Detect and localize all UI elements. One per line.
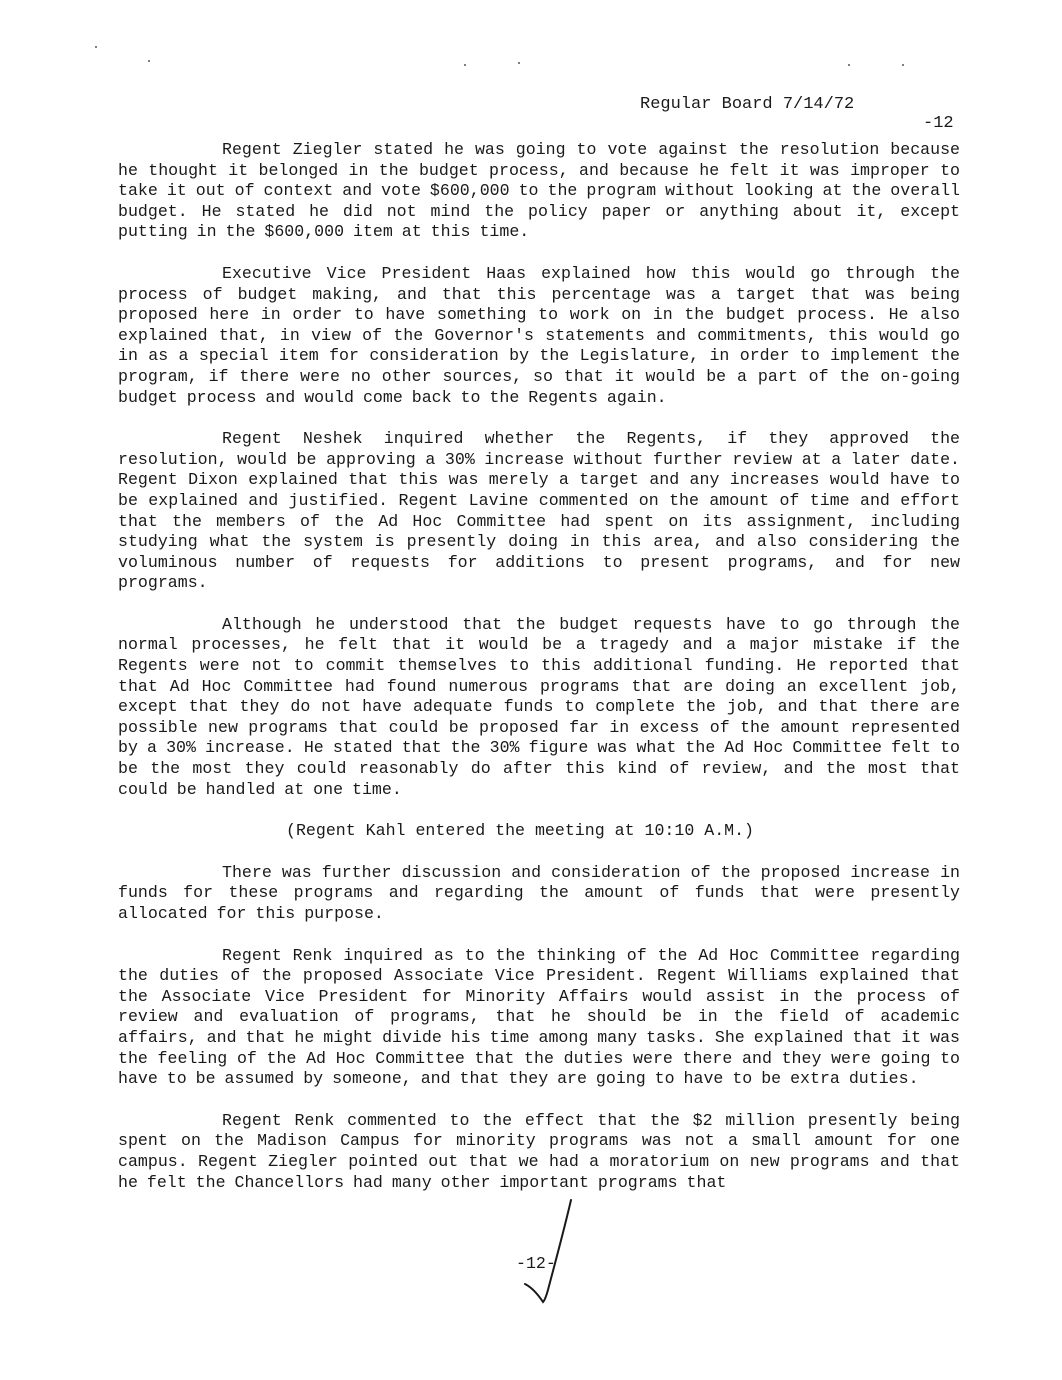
scan-speck — [95, 46, 97, 48]
meeting-note: (Regent Kahl entered the meeting at 10:10 A.M.) — [286, 821, 755, 841]
paragraph: Regent Ziegler stated he was going to vote against the resolution because he thought it belonged in the budget process, and because he felt it was improper to take it out of context and vote $600,000 to the program without looking at the overall budget. He stated he did not mind the policy paper or anything about it, except putting in the $600,000 item at this time. — [118, 140, 960, 242]
footer-page-label: -12- — [516, 1254, 556, 1273]
scan-speck — [848, 64, 850, 66]
header-board-date: Regular Board 7/14/72 — [640, 95, 855, 114]
paragraph: There was further discussion and consideration of the proposed increase in funds for these programs and regarding the amount of funds that were presently allocated for this purpose. — [118, 862, 960, 923]
paragraph: Regent Neshek inquired whether the Regents, if they approved the resolution, would be approving a 30% increase without further review at a later date. Regent Dixon explained that this was merely a target and any increases would have to be explained and justified. Regent Lavine commented on the amount of time and effort that the members of the Ad Hoc Committee had spent on its assignment, including studying what the system is presently doing in this area, and also considering the voluminous number of requests for additions to present programs, and for new programs. — [118, 429, 960, 593]
scan-speck — [464, 64, 466, 66]
scan-speck — [518, 62, 520, 64]
paragraph: Regent Renk inquired as to the thinking of the Ad Hoc Committee regarding the duties of the proposed Associate Vice President. Regent Williams explained that the Associate Vice President for Minority Affairs would assist in the process of review and evaluation of programs, that he should be in the field of academic affairs, and that he might divide his time among many tasks. She explained that it was the feeling of the Ad Hoc Committee that the duties were there and they were going to have to be assumed by someone, and that they are going to have to be extra duties. — [118, 945, 960, 1089]
handwritten-check-mark-icon — [505, 1196, 575, 1306]
paragraph: Although he understood that the budget requests have to go through the normal processes, he felt that it would be a tragedy and a major mistake if the Regents were not to commit themselves to this additional funding. He reported that that Ad Hoc Committee had found numerous programs that are doing an excellent job, except that they do not have adequate funds to complete the job, and that there are possible new programs that could be proposed far in excess of the amount represented by a 30% increase. He stated that the 30% figure was what the Ad Hoc Committee felt to be the most they could reasonably do after this kind of review, and the most that could be handled at one time. — [118, 614, 960, 799]
paragraph: Regent Renk commented to the effect that the $2 million presently being spent on the Madison Campus for minority programs was not a small amount for one campus. Regent Ziegler pointed out that we had a moratorium on new programs and that he felt the Chancellors had many other important programs that — [118, 1110, 960, 1192]
scan-speck — [902, 64, 904, 66]
header-page-number: -12 — [923, 114, 954, 133]
document-body — [118, 140, 960, 1214]
scan-speck — [148, 60, 150, 62]
paragraph: Executive Vice President Haas explained how this would go through the process of budget making, and that this percentage was a target that was being proposed here in order to have something to work on in the budget process. He also explained that, in view of the Governor's statements and commitments, this would go in as a special item for consideration by the Legislature, in order to implement the program, if there were no other sources, so that it would be a part of the on-going budget process and would come back to the Regents again. — [118, 263, 960, 407]
